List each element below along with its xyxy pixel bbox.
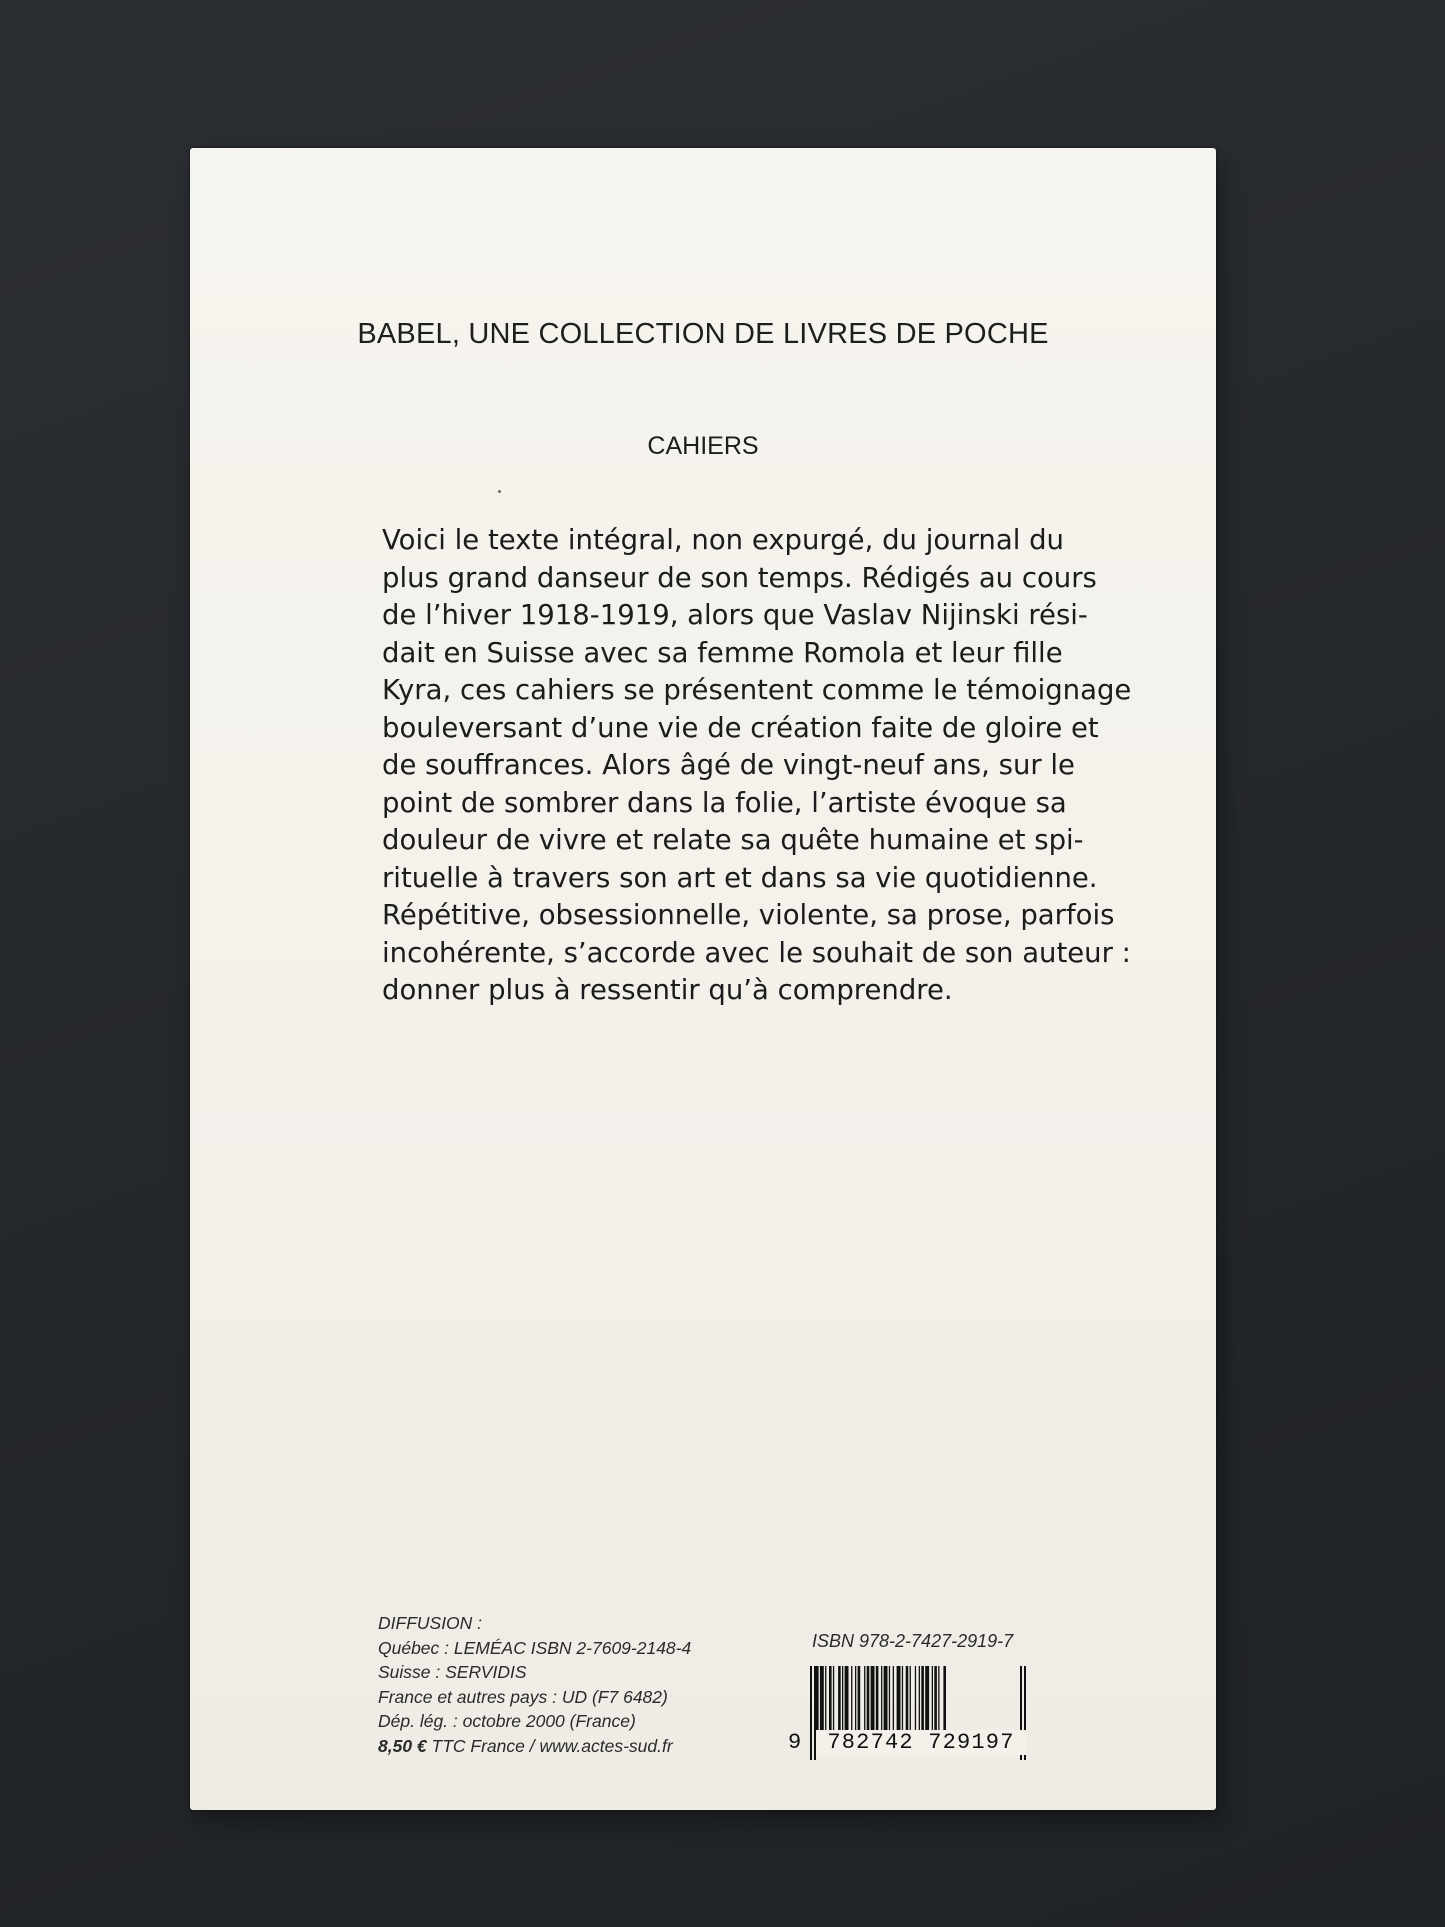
blurb-line: dait en Suisse avec sa femme Romola et leur fille (382, 636, 1063, 669)
imprint-quebec: Québec : LEMÉAC ISBN 2-7609-2148-4 (378, 1637, 692, 1658)
collection-title: BABEL, UNE COLLECTION DE LIVRES DE POCHE (357, 318, 1049, 350)
blurb-line: point de sombrer dans la folie, l’artiste évoque sa (382, 786, 1067, 819)
imprint-price-line (378, 1734, 691, 1759)
imprint-france: France et autres pays : UD (F7 6482) (378, 1686, 668, 1707)
blurb-line: de souffrances. Alors âgé de vingt-neuf ans, sur le (382, 749, 1075, 781)
blurb-text (382, 522, 1132, 1010)
blurb-line: plus grand danseur de son temps. Rédigés au cours (382, 561, 1097, 594)
isbn-label: ISBN 978-2-7427-2919-7 (812, 1631, 1014, 1651)
blurb-line: rituelle à travers son art et dans sa vie quotidienne. (382, 861, 1098, 894)
book-title: CAHIERS (647, 432, 759, 460)
book-back-cover (190, 148, 1216, 1810)
barcode-lead-digit: 9 (788, 1730, 802, 1755)
blurb-line: bouleversant d’une vie de création faite de gloire et (382, 711, 1099, 744)
imprint-suisse: Suisse : SERVIDIS (378, 1662, 527, 1682)
barcode-guard-bar (810, 1666, 812, 1760)
barcode-digits: 782742 729197 (816, 1730, 1026, 1755)
blurb-line: Répétitive, obsessionnelle, violente, sa prose, parfois (382, 899, 1115, 931)
blurb-line: incohérente, s’accorde avec le souhait de son auteur : (382, 936, 1131, 969)
paper-speck (498, 490, 501, 493)
blurb-line: douleur de vivre et relate sa quête humaine et spi- (382, 824, 1084, 856)
blurb-line: Voici le texte intégral, non expurgé, du journal du (382, 524, 1064, 556)
price: 8,50 € (378, 1735, 427, 1756)
blurb-line: donner plus à ressentir qu’à comprendre. (382, 974, 953, 1006)
blurb-line: de l’hiver 1918-1919, alors que Vaslav Nijinski rési- (382, 599, 1088, 631)
imprint-diffusion: DIFFUSION : (378, 1613, 483, 1633)
imprint-depot: Dép. lég. : octobre 2000 (France) (378, 1711, 636, 1731)
imprint-block (378, 1611, 691, 1758)
blurb-line: Kyra, ces cahiers se présentent comme le témoignage (382, 674, 1132, 706)
price-suffix: TTC France / www.actes-sud.fr (426, 1735, 673, 1756)
